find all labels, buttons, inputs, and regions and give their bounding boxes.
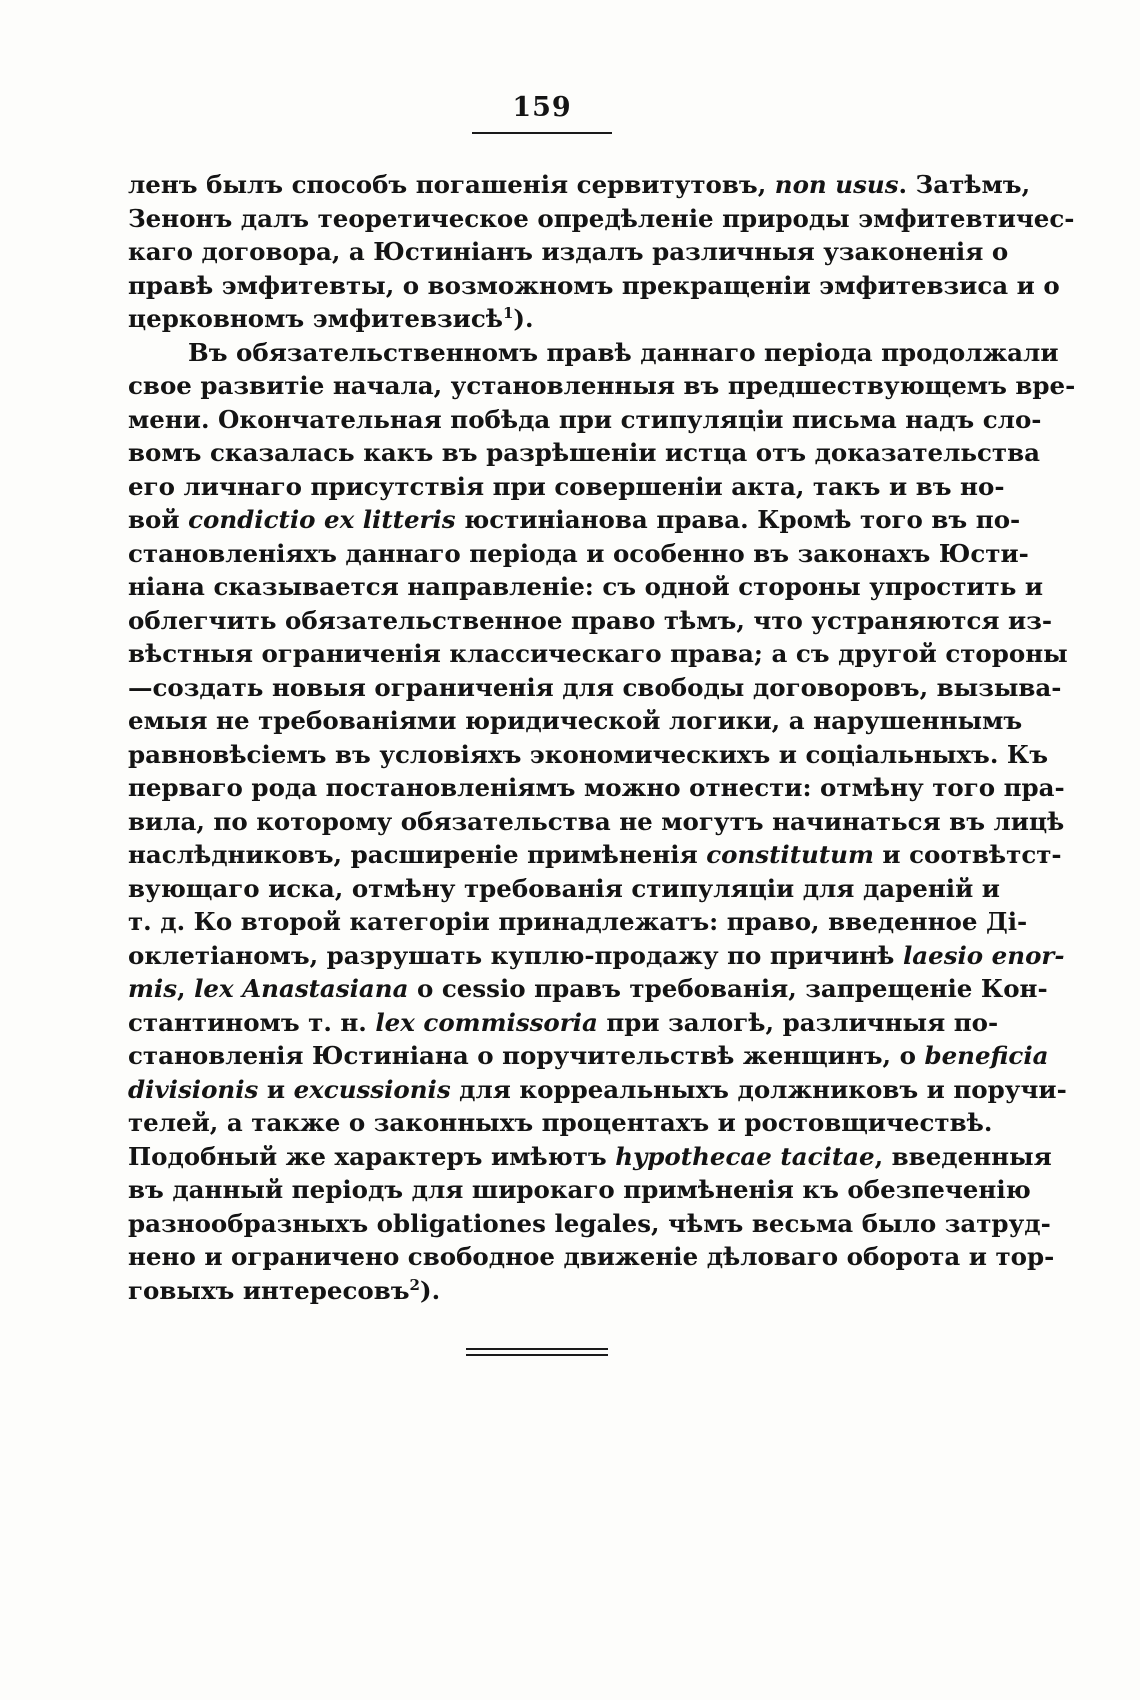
footnote-marker: 1: [502, 303, 514, 322]
text-span: говыхъ интересовъ: [128, 1275, 410, 1305]
text-line: [128, 704, 1023, 738]
footnote-marker: 2: [409, 1275, 420, 1294]
text-span: облегчить обязательственное право тѣмъ, что устраняются из-: [128, 605, 1053, 635]
text-span: ніана сказывается направленіе: съ одной стороны упростить и: [128, 572, 1044, 601]
text-line: [128, 939, 1065, 973]
text-span: въ данный періодъ для широкаго примѣненія къ обезпеченію: [128, 1175, 1031, 1204]
text-line: [128, 1073, 1067, 1107]
text-span: о cessio правъ требованія, запрещеніе Кон-: [408, 974, 1048, 1003]
page-number-rule: [472, 132, 612, 134]
text-line: [128, 604, 1053, 638]
text-line: [128, 470, 1005, 504]
text-line: [128, 838, 1062, 872]
latin-term: beneficia: [924, 1041, 1049, 1070]
latin-term: non usus: [774, 170, 899, 199]
text-line: [128, 872, 1000, 906]
text-span: телей, а также о законныхъ процентахъ и ростовщичествѣ.: [128, 1108, 993, 1137]
text-line: [128, 1140, 1052, 1174]
text-line: [128, 972, 1048, 1006]
text-span: церковномъ эмфитевзисѣ: [128, 304, 503, 333]
text-span: т. д. Ко второй категоріи принадлежатъ: право, введенное Ді-: [128, 907, 1028, 936]
end-rule-top: [466, 1348, 608, 1350]
text-line: [128, 637, 1068, 671]
text-line: [128, 1274, 968, 1308]
text-span: его личнаго присутствія при совершеніи акта, такъ и въ но-: [128, 471, 1005, 501]
text-span: становленія Юстиніана о поручительствѣ женщинъ, о: [128, 1041, 925, 1070]
text-line: [128, 202, 1075, 236]
text-span: вомъ сказалась какъ въ разрѣшеніи истца отъ доказательства: [128, 438, 1041, 467]
text-span: равновѣсіемъ въ условіяхъ экономическихъ и соціальныхъ. Къ: [128, 739, 1048, 769]
latin-term: constitutum: [706, 840, 874, 869]
text-line: [128, 1240, 1055, 1274]
text-span: нено и ограничено свободное движеніе дѣловаго оборота и тор-: [128, 1242, 1055, 1271]
text-line: [128, 671, 1062, 705]
text-span: мени. Окончательная побѣда при стипуляціи письма надъ сло-: [128, 404, 1042, 434]
latin-term: lex Anastasiana: [194, 974, 409, 1003]
latin-term: mis: [128, 974, 178, 1003]
end-rule-bottom: [466, 1354, 608, 1356]
text-line: [128, 302, 968, 336]
text-span: оклетіаномъ, разрушать куплю-продажу по причинѣ: [128, 940, 903, 970]
text-span: свое развитіе начала, установленныя въ предшествующемъ вре-: [128, 371, 1076, 400]
text-span: ).: [419, 1275, 441, 1305]
text-line: [128, 235, 1009, 269]
text-span: для корреальныхъ должниковъ и поручи-: [450, 1074, 1067, 1104]
latin-term: lex commissoria: [375, 1007, 598, 1037]
text-span: юстиніанова права. Кромѣ того въ по-: [455, 505, 1021, 534]
text-span: правѣ эмфитевты, о возможномъ прекращеніи эмфитевзиса и о: [128, 270, 1060, 300]
text-span: при залогѣ, различныя по-: [597, 1007, 999, 1037]
text-span: ).: [513, 304, 534, 333]
text-line: [128, 1106, 993, 1140]
text-span: ,: [177, 974, 195, 1003]
text-line: [128, 805, 1065, 839]
text-span: перваго рода постановленіямъ можно отнести: отмѣну того пра-: [128, 773, 1065, 802]
text-span: . Затѣмъ,: [898, 170, 1031, 199]
text-line: [128, 771, 1065, 805]
text-line: [128, 369, 1076, 403]
text-line: [128, 403, 1042, 437]
text-line: [128, 503, 1021, 537]
text-line: [128, 905, 1028, 939]
latin-term: divisionis: [128, 1074, 259, 1104]
text-line: [128, 168, 1031, 202]
latin-term: excussionis: [293, 1074, 451, 1104]
text-line: [128, 537, 1029, 571]
text-span: каго договора, а Юстиніанъ издалъ различныя узаконенія о: [128, 237, 1009, 266]
text-line: [128, 436, 1041, 470]
text-span: разнообразныхъ obligationes legales, чѣмъ весьма было затруд-: [128, 1208, 1051, 1238]
text-span: вующаго иска, отмѣну требованія стипуляціи для дареній и: [128, 873, 1000, 903]
text-line: [128, 738, 1048, 772]
text-span: и: [258, 1074, 294, 1104]
text-span: , введенныя: [874, 1141, 1052, 1171]
latin-term: hypothecae tacitae: [615, 1141, 875, 1171]
text-span: вой: [128, 505, 189, 534]
text-span: —создать новыя ограниченія для свободы договоровъ, вызыва-: [128, 672, 1062, 702]
text-span: Въ обязательственномъ правѣ даннаго періода продолжали: [188, 337, 1059, 367]
text-line: [128, 1006, 999, 1040]
text-line: [188, 336, 1059, 370]
text-span: наслѣдниковъ, расширеніе примѣненія: [128, 840, 707, 869]
text-span: Подобный же характеръ имѣютъ: [128, 1141, 616, 1171]
text-span: становленіяхъ даннаго періода и особенно въ законахъ Юсти-: [128, 538, 1029, 568]
text-span: Зенонъ далъ теоретическое опредѣленіе природы эмфитевтичес-: [128, 203, 1075, 233]
text-span: ленъ былъ способъ погашенія сервитутовъ,: [128, 170, 775, 199]
text-span: вила, по которому обязательства не могутъ начинаться въ лицѣ: [128, 806, 1065, 836]
text-line: [128, 570, 1044, 604]
latin-term: condictio ex litteris: [188, 505, 456, 534]
text-span: вѣстныя ограниченія классическаго права; а съ другой стороны: [128, 639, 1068, 668]
text-line: [128, 1173, 1031, 1207]
latin-term: laesio enor-: [902, 940, 1065, 970]
text-line: [128, 1207, 1051, 1241]
text-span: емыя не требованіями юридической логики, а нарушеннымъ: [128, 706, 1023, 735]
text-line: [128, 1039, 1049, 1073]
page-number: 159: [512, 92, 572, 123]
text-span: стантиномъ т. н.: [128, 1007, 376, 1037]
text-line: [128, 269, 1060, 303]
text-span: и соотвѣтст-: [873, 840, 1062, 869]
